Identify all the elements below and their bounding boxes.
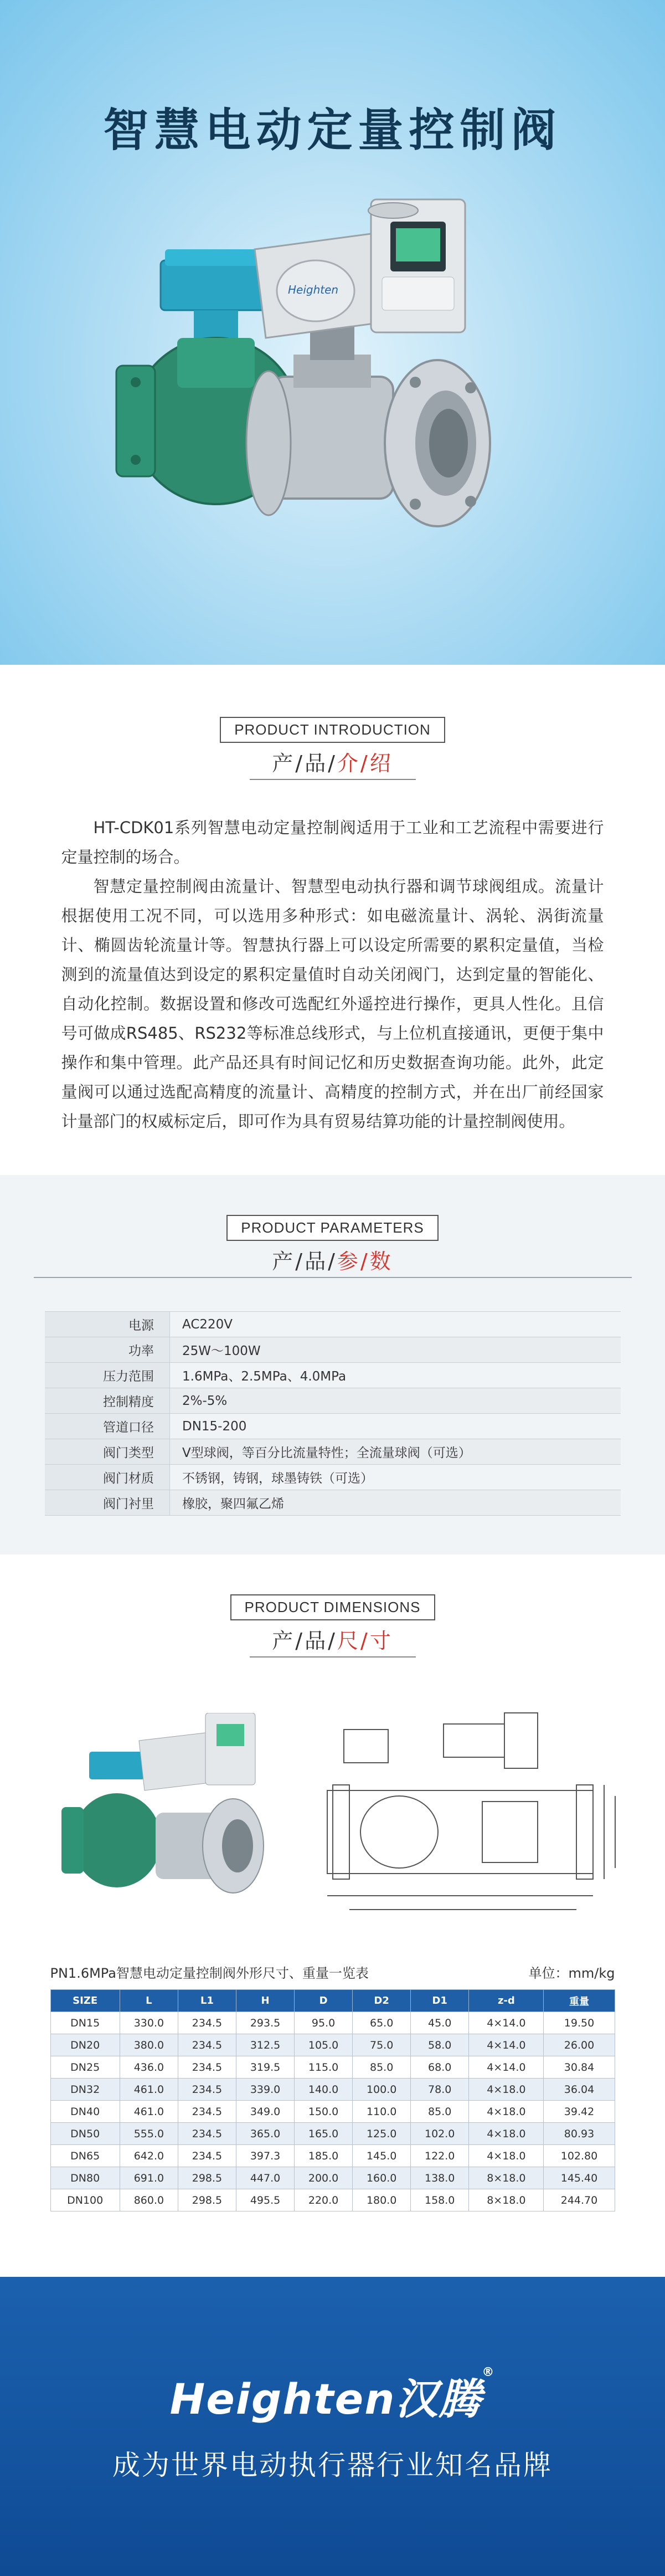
svg-text:Heighten: Heighten bbox=[288, 283, 339, 296]
table-cell: 80.93 bbox=[544, 2123, 615, 2145]
table-cell: DN40 bbox=[50, 2101, 120, 2123]
table-cell: 165.0 bbox=[295, 2123, 353, 2145]
table-cell: 495.5 bbox=[236, 2189, 294, 2211]
table-cell: 4×14.0 bbox=[469, 2056, 544, 2079]
dimension-figures bbox=[28, 1680, 637, 1957]
table-row bbox=[50, 2145, 615, 2167]
column-header: H bbox=[236, 1990, 294, 2012]
table-cell: 312.5 bbox=[236, 2034, 294, 2056]
table-cell: 8×18.0 bbox=[469, 2167, 544, 2189]
table-cell: 349.0 bbox=[236, 2101, 294, 2123]
product-parameters-section bbox=[0, 1175, 665, 1554]
column-header: 重量 bbox=[544, 1990, 615, 2012]
params-en-heading: PRODUCT PARAMETERS bbox=[226, 1215, 439, 1241]
column-header: SIZE bbox=[50, 1990, 120, 2012]
heading-underline bbox=[250, 779, 416, 780]
page-title: 智慧电动定量控制阀 bbox=[103, 104, 562, 157]
product-dimensions-section bbox=[0, 1554, 665, 2234]
table-cell: 293.5 bbox=[236, 2012, 294, 2034]
table-cell: 319.5 bbox=[236, 2056, 294, 2079]
table-cell: 185.0 bbox=[295, 2145, 353, 2167]
product-introduction-section bbox=[0, 665, 665, 1175]
table-cell: DN80 bbox=[50, 2167, 120, 2189]
table-cell: 220.0 bbox=[295, 2189, 353, 2211]
params-heading bbox=[0, 1212, 665, 1278]
table-cell: 4×18.0 bbox=[469, 2145, 544, 2167]
table-cell: 102.80 bbox=[544, 2145, 615, 2167]
param-value: DN15-200 bbox=[170, 1414, 621, 1439]
table-cell: 138.0 bbox=[411, 2167, 469, 2189]
table-cell: 65.0 bbox=[353, 2012, 411, 2034]
dimensions-table-body bbox=[50, 2012, 615, 2211]
table-row bbox=[45, 1388, 621, 1414]
table-cell: DN20 bbox=[50, 2034, 120, 2056]
table-row bbox=[50, 2189, 615, 2211]
dims-heading bbox=[0, 1591, 665, 1658]
params-cn-heading-accent: 参/数 bbox=[337, 1249, 393, 1274]
table-cell: 75.0 bbox=[353, 2034, 411, 2056]
table-cell: 68.0 bbox=[411, 2056, 469, 2079]
param-value: 不锈钢，铸钢，球墨铸铁（可选） bbox=[170, 1465, 621, 1490]
table-cell: 160.0 bbox=[353, 2167, 411, 2189]
table-cell: 461.0 bbox=[120, 2101, 178, 2123]
table-cell: DN25 bbox=[50, 2056, 120, 2079]
brand-logo-text: Heighten汉腾 bbox=[169, 2374, 482, 2424]
table-cell: 115.0 bbox=[295, 2056, 353, 2079]
column-header: D1 bbox=[411, 1990, 469, 2012]
heading-underline bbox=[250, 1656, 416, 1658]
table-cell: 244.70 bbox=[544, 2189, 615, 2211]
table-cell: 298.5 bbox=[178, 2189, 236, 2211]
dims-cn-heading-prefix: 产/品/ bbox=[272, 1629, 337, 1653]
table-cell: 30.84 bbox=[544, 2056, 615, 2079]
table-cell: 436.0 bbox=[120, 2056, 178, 2079]
table-cell: 234.5 bbox=[178, 2056, 236, 2079]
table-cell: 85.0 bbox=[411, 2101, 469, 2123]
column-header: L bbox=[120, 1990, 178, 2012]
intro-paragraph: 智慧定量控制阀由流量计、智慧型电动执行器和调节球阀组成。流量计根据使用工况不同，可以选用多种形式：如电磁流量计、涡轮、涡街流量计、椭圆齿轮流量计等。智慧执行器上可以设定所需要的累积定量值，当检测到的流量值达到设定的累积定量值时自动关闭阀门，达到定量的智能化、自动化控制。数据设置和修改可选配红外遥控进行操作，更具人性化。且信号可做成RS485、RS232等标准总线形式，与上位机直接通讯，更便于集中操作和集中管理。此产品还具有时间记忆和历史数据查询功能。此外，此定量阀可以通过选配高精度的流量计、高精度的控制方式，并在出厂前经国家计量部门的权威标定后，即可作为具有贸易结算功能的计量控制阀使用。 bbox=[61, 877, 604, 1131]
table-cell: 234.5 bbox=[178, 2145, 236, 2167]
table-row bbox=[45, 1337, 621, 1363]
table-cell: 4×18.0 bbox=[469, 2079, 544, 2101]
dims-table-title: PN1.6MPa智慧电动定量控制阀外形尺寸、重量一览表 bbox=[50, 1966, 369, 1981]
intro-cn-heading-accent: 介/绍 bbox=[337, 751, 393, 776]
dims-table-unit: 单位：mm/kg bbox=[528, 1966, 615, 1981]
table-row bbox=[45, 1490, 621, 1516]
table-cell: 8×18.0 bbox=[469, 2189, 544, 2211]
param-value: 2%-5% bbox=[170, 1388, 621, 1414]
table-cell: 860.0 bbox=[120, 2189, 178, 2211]
table-cell: 158.0 bbox=[411, 2189, 469, 2211]
table-row bbox=[45, 1465, 621, 1490]
table-cell: 330.0 bbox=[120, 2012, 178, 2034]
column-header: L1 bbox=[178, 1990, 236, 2012]
table-cell: 19.50 bbox=[544, 2012, 615, 2034]
table-cell: 140.0 bbox=[295, 2079, 353, 2101]
param-key: 阀门衬里 bbox=[45, 1490, 170, 1516]
dims-cn-heading bbox=[0, 1624, 665, 1654]
param-key: 阀门材质 bbox=[45, 1465, 170, 1490]
table-row bbox=[50, 2167, 615, 2189]
table-cell: 380.0 bbox=[120, 2034, 178, 2056]
table-cell: DN32 bbox=[50, 2079, 120, 2101]
table-cell: DN50 bbox=[50, 2123, 120, 2145]
table-row bbox=[45, 1414, 621, 1439]
table-cell: 36.04 bbox=[544, 2079, 615, 2101]
column-header: D bbox=[295, 1990, 353, 2012]
dims-table-caption bbox=[50, 1962, 615, 1982]
table-cell: 105.0 bbox=[295, 2034, 353, 2056]
intro-paragraph: HT-CDK01系列智慧电动定量控制阀适用于工业和工艺流程中需要进行定量控制的场合。 bbox=[61, 818, 604, 866]
param-key: 管道口径 bbox=[45, 1414, 170, 1439]
table-row bbox=[50, 2034, 615, 2056]
table-row bbox=[45, 1439, 621, 1465]
table-cell: 78.0 bbox=[411, 2079, 469, 2101]
table-cell: 4×18.0 bbox=[469, 2101, 544, 2123]
param-key: 阀门类型 bbox=[45, 1439, 170, 1465]
heading-underline bbox=[34, 1277, 632, 1278]
param-value: V型球阀，等百分比流量特性；全流量球阀（可选） bbox=[170, 1439, 621, 1465]
product-photo-valve bbox=[83, 188, 581, 643]
table-cell: 4×14.0 bbox=[469, 2012, 544, 2034]
table-row bbox=[50, 2012, 615, 2034]
table-cell: 447.0 bbox=[236, 2167, 294, 2189]
table-cell: 397.3 bbox=[236, 2145, 294, 2167]
table-cell: 4×14.0 bbox=[469, 2034, 544, 2056]
param-value: AC220V bbox=[170, 1312, 621, 1337]
dims-cn-heading-accent: 尺/寸 bbox=[337, 1629, 393, 1653]
table-cell: DN100 bbox=[50, 2189, 120, 2211]
product-photo-small bbox=[50, 1713, 294, 1923]
param-key: 功率 bbox=[45, 1337, 170, 1363]
hero-banner bbox=[0, 0, 665, 665]
table-cell: 102.0 bbox=[411, 2123, 469, 2145]
table-row bbox=[45, 1363, 621, 1388]
table-cell: 145.40 bbox=[544, 2167, 615, 2189]
intro-cn-heading-prefix: 产/品/ bbox=[272, 751, 337, 776]
table-cell: 200.0 bbox=[295, 2167, 353, 2189]
table-cell: 85.0 bbox=[353, 2056, 411, 2079]
brand-footer bbox=[0, 2277, 665, 2576]
table-cell: 234.5 bbox=[178, 2012, 236, 2034]
table-cell: 95.0 bbox=[295, 2012, 353, 2034]
table-cell: 100.0 bbox=[353, 2079, 411, 2101]
table-cell: 642.0 bbox=[120, 2145, 178, 2167]
intro-heading bbox=[0, 714, 665, 780]
table-row bbox=[50, 2056, 615, 2079]
param-value: 橡胶，聚四氟乙烯 bbox=[170, 1490, 621, 1516]
params-cn-heading-prefix: 产/品/ bbox=[272, 1249, 337, 1274]
table-cell: 234.5 bbox=[178, 2079, 236, 2101]
intro-en-heading: PRODUCT INTRODUCTION bbox=[220, 717, 445, 743]
table-header-row bbox=[50, 1990, 615, 2012]
params-cn-heading bbox=[0, 1244, 665, 1275]
table-cell: 150.0 bbox=[295, 2101, 353, 2123]
table-cell: DN65 bbox=[50, 2145, 120, 2167]
column-header: z-d bbox=[469, 1990, 544, 2012]
table-cell: 234.5 bbox=[178, 2034, 236, 2056]
registered-mark: ® bbox=[482, 2365, 496, 2379]
table-cell: 145.0 bbox=[353, 2145, 411, 2167]
table-cell: 4×18.0 bbox=[469, 2123, 544, 2145]
table-cell: 365.0 bbox=[236, 2123, 294, 2145]
intro-cn-heading bbox=[0, 746, 665, 777]
table-cell: 39.42 bbox=[544, 2101, 615, 2123]
param-key: 电源 bbox=[45, 1312, 170, 1337]
dims-en-heading: PRODUCT DIMENSIONS bbox=[230, 1594, 435, 1620]
table-cell: 58.0 bbox=[411, 2034, 469, 2056]
table-cell: 461.0 bbox=[120, 2079, 178, 2101]
table-row bbox=[50, 2101, 615, 2123]
table-row bbox=[50, 2079, 615, 2101]
param-value: 25W～100W bbox=[170, 1337, 621, 1363]
param-key: 控制精度 bbox=[45, 1388, 170, 1414]
table-cell: 555.0 bbox=[120, 2123, 178, 2145]
table-cell: 180.0 bbox=[353, 2189, 411, 2211]
table-cell: 110.0 bbox=[353, 2101, 411, 2123]
table-cell: 122.0 bbox=[411, 2145, 469, 2167]
table-cell: DN15 bbox=[50, 2012, 120, 2034]
table-cell: 298.5 bbox=[178, 2167, 236, 2189]
param-value: 1.6MPa、2.5MPa、4.0MPa bbox=[170, 1363, 621, 1388]
table-cell: 45.0 bbox=[411, 2012, 469, 2034]
column-header: D2 bbox=[353, 1990, 411, 2012]
dimensions-table bbox=[50, 1989, 615, 2211]
parameters-table bbox=[45, 1311, 621, 1516]
table-row bbox=[45, 1312, 621, 1337]
intro-body bbox=[61, 813, 604, 1136]
brand-logo bbox=[0, 2365, 665, 2426]
table-cell: 691.0 bbox=[120, 2167, 178, 2189]
table-cell: 26.00 bbox=[544, 2034, 615, 2056]
table-cell: 234.5 bbox=[178, 2101, 236, 2123]
table-row bbox=[50, 2123, 615, 2145]
table-cell: 234.5 bbox=[178, 2123, 236, 2145]
brand-slogan: 成为世界电动执行器行业知名品牌 bbox=[112, 2449, 553, 2481]
table-cell: 125.0 bbox=[353, 2123, 411, 2145]
dimension-drawing bbox=[316, 1702, 626, 1934]
param-key: 压力范围 bbox=[45, 1363, 170, 1388]
table-cell: 339.0 bbox=[236, 2079, 294, 2101]
